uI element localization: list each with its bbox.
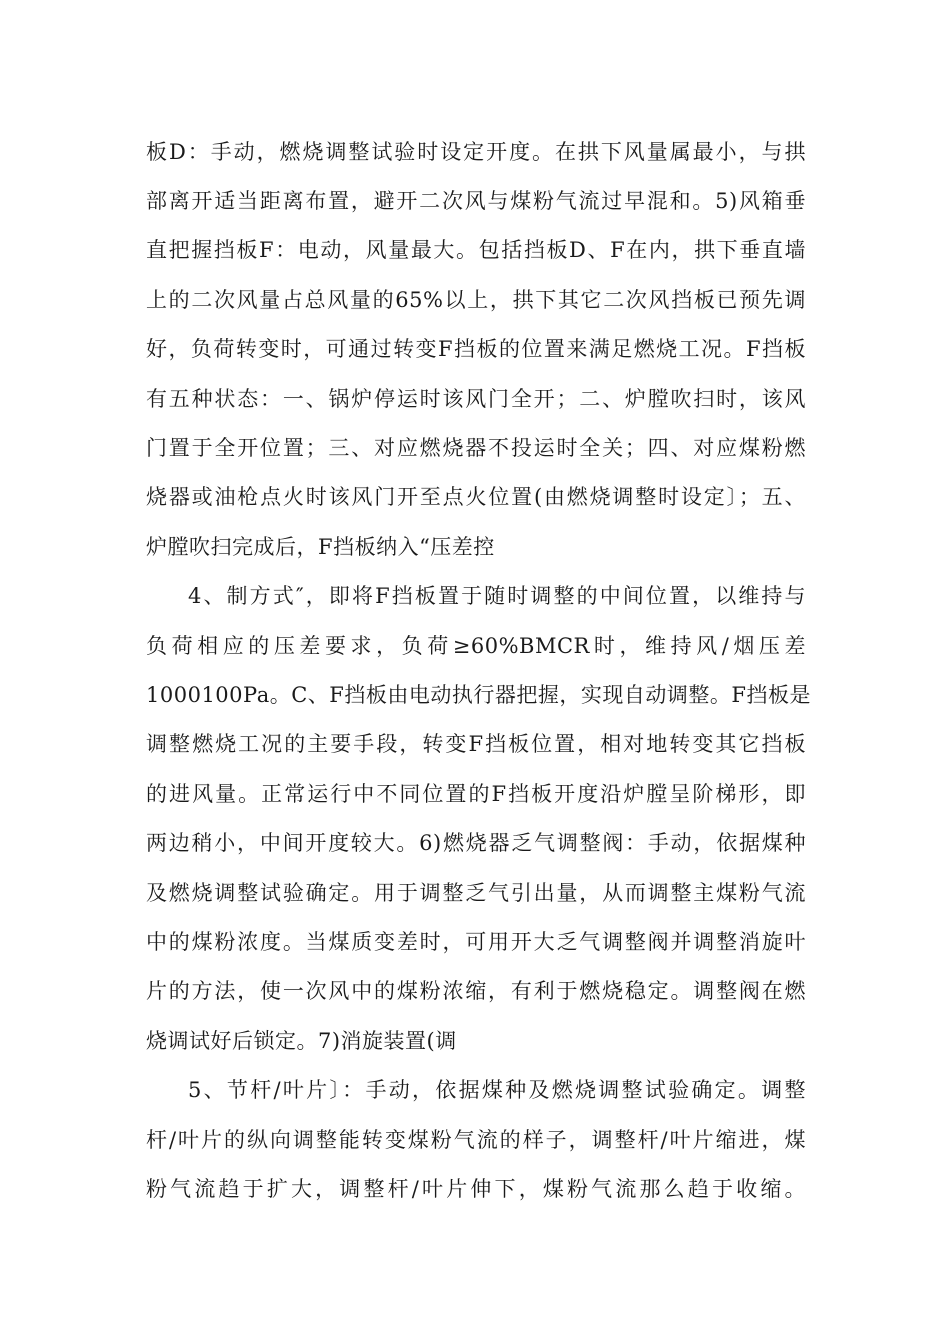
paragraph-start: 5、节杆/叶片〕：手动，依据煤种及燃烧调整试验确定。调整 xyxy=(188,1078,806,1102)
text-line: 两边稍小，中间开度较大。6)燃烧器乏气调整阀：手动，依据煤种 xyxy=(146,831,806,855)
text-line: 部离开适当距离布置，避开二次风与煤粉气流过早混和。5)风箱垂 xyxy=(146,189,806,213)
text-line: 调整燃烧工况的主要手段，转变F挡板位置，相对地转变其它挡板 xyxy=(146,732,806,756)
text-line: 烧调试好后锁定。7)消旋装置(调 xyxy=(146,1029,457,1053)
text-line: 有五种状态：一、锅炉停运时该风门全开；二、炉膛吹扫时，该风 xyxy=(146,387,806,411)
text-line: 上的二次风量占总风量的65%以上，拱下其它二次风挡板已预先调 xyxy=(146,288,806,312)
text-line: 1000100Pa。C、F挡板由电动执行器把握，实现自动调整。F挡板是 xyxy=(146,683,811,707)
text-line: 的进风量。正常运行中不同位置的F挡板开度沿炉膛呈阶梯形，即 xyxy=(146,782,806,806)
text-line: 好，负荷转变时，可通过转变F挡板的位置来满足燃烧工况。F挡板 xyxy=(146,337,806,361)
text-line: 直把握挡板F：电动，风量最大。包括挡板D、F在内，拱下垂直墙 xyxy=(146,238,806,262)
paragraph-start: 4、制方式″，即将F挡板置于随时调整的中间位置，以维持与 xyxy=(188,584,806,608)
text-line: 中的煤粉浓度。当煤质变差时，可用开大乏气调整阀并调整消旋叶 xyxy=(146,930,806,954)
text-line: 片的方法，使一次风中的煤粉浓缩，有利于燃烧稳定。调整阀在燃 xyxy=(146,979,806,1003)
text-line: 及燃烧调整试验确定。用于调整乏气引出量，从而调整主煤粉气流 xyxy=(146,881,806,905)
text-line: 门置于全开位置；三、对应燃烧器不投运时全关；四、对应煤粉燃 xyxy=(146,436,806,460)
text-line: 板D：手动，燃烧调整试验时设定开度。在拱下风量属最小，与拱 xyxy=(146,140,806,164)
text-line: 烧器或油枪点火时该风门开至点火位置(由燃烧调整时设定〕；五、 xyxy=(146,485,806,509)
text-line: 炉膛吹扫完成后，F挡板纳入“压差控 xyxy=(146,535,495,559)
text-line: 负荷相应的压差要求，负荷≥60%BMCR时，维持风/烟压差 xyxy=(146,634,806,658)
text-line: 杆/叶片的纵向调整能转变煤粉气流的样子，调整杆/叶片缩进，煤 xyxy=(146,1128,806,1152)
text-line: 粉气流趋于扩大，调整杆/叶片伸下，煤粉气流那么趋于收缩。 xyxy=(146,1177,806,1201)
